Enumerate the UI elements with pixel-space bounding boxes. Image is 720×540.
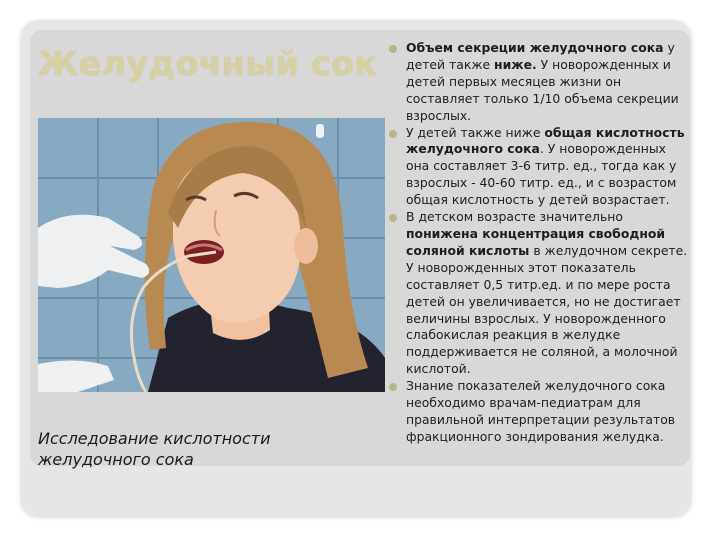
bullet-dot-icon (389, 45, 397, 53)
bullet-dot-icon (389, 130, 397, 138)
bullet-text: . У новорожденных она составляет 3-6 титр. ед., тогда как у взрослых - 40-60 титр. ед., и с возрастом общая кислотность у детей возрастает. (406, 141, 677, 208)
bullet-list (388, 40, 690, 446)
bullet-text: у детей также (406, 40, 675, 72)
bullet-item (388, 209, 690, 378)
bullet-text: В детском возрасте значительно (406, 209, 623, 225)
bullet-item (388, 378, 690, 446)
bullet-text-bold: понижена концентрация свободной соляной кислоты (406, 225, 666, 258)
bullet-text: У детей также ниже (406, 124, 545, 140)
bullet-item (388, 40, 690, 125)
bullet-text: Знание показателей желудочного сока необходимо врачам-педиатрам для правильной интерпретации результатов фракционного зондирования желудка. (406, 378, 676, 444)
photo-caption: Исследование кислотности желудочного сока (38, 429, 271, 469)
bullet-text-bold: Объем секреции желудочного сока (406, 40, 664, 55)
bullet-text: в желудочном секрете. У новорожденных этот показатель составляет 0,5 титр.ед. и по мере роста детей он увеличивается, но не достигает величины взрослых. У новорожденного слабокислая реакция в желудке поддерживается не соляной, а молочной кислотой. (406, 242, 688, 377)
child-with-probe-photo (38, 118, 385, 392)
bullet-text: У новорожденных и детей первых месяцев жизни он составляет только 1/10 объема секреции взрослых. (406, 56, 679, 123)
slide-title: Желудочный сок (38, 44, 378, 83)
bullet-dot-icon (389, 383, 397, 391)
bullet-item (388, 125, 690, 210)
bullet-text-bold: ниже. (494, 56, 537, 72)
bullet-text-bold: общая кислотность желудочного сока (406, 124, 685, 157)
photo-illustration (38, 118, 385, 392)
bullet-dot-icon (389, 214, 397, 222)
